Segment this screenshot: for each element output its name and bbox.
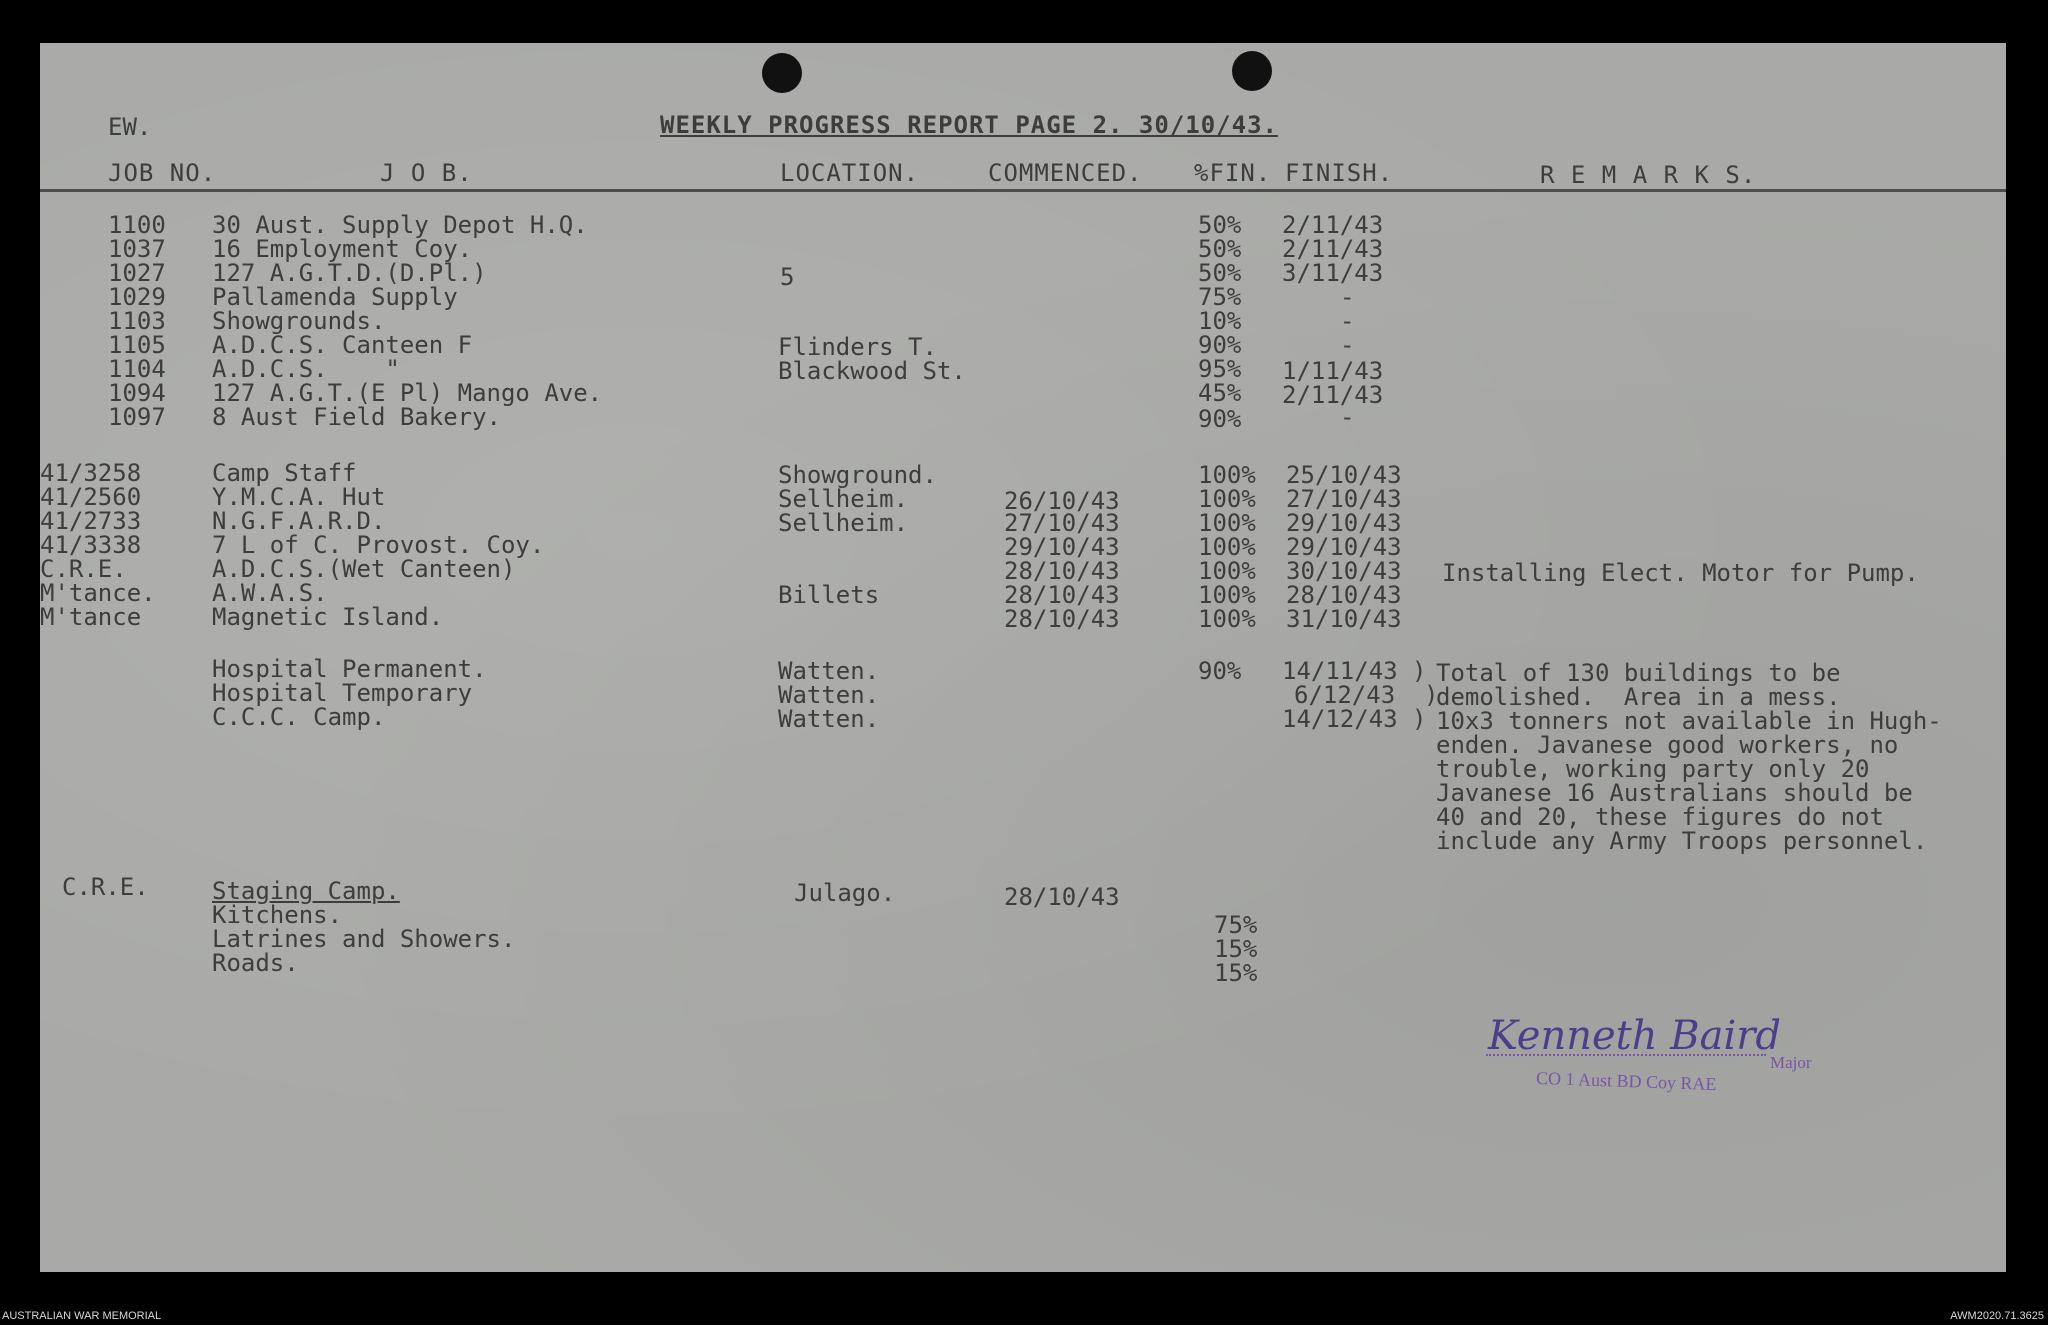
finish-date: 29/10/43 xyxy=(1286,509,1402,537)
job-no: 41/3338 xyxy=(40,531,142,559)
finish-date: 14/11/43 ) xyxy=(1282,657,1427,685)
job-name: A.W.A.S. xyxy=(212,579,328,607)
job-no: M'tance xyxy=(40,603,142,631)
location: Sellheim. xyxy=(778,485,909,513)
job-name: Magnetic Island. xyxy=(212,603,444,631)
header-remarks: R E M A R K S. xyxy=(1540,161,1757,189)
job-no: 1103 xyxy=(108,307,166,335)
job-name: C.C.C. Camp. xyxy=(212,703,386,731)
document-title: WEEKLY PROGRESS REPORT PAGE 2. 30/10/43. xyxy=(660,111,1278,139)
job-name: 7 L of C. Provost. Coy. xyxy=(212,531,545,559)
job-name: Hospital Permanent. xyxy=(212,655,487,683)
header-pct-fin: %FIN. xyxy=(1194,159,1272,187)
finish-date: 28/10/43 xyxy=(1286,581,1402,609)
pct-fin: 75% xyxy=(1198,283,1242,311)
finish-date: 14/12/43 ) xyxy=(1282,705,1427,733)
header-finish: FINISH. xyxy=(1285,159,1394,187)
pct-fin: 100% xyxy=(1198,485,1256,513)
job-no: 1094 xyxy=(108,379,166,407)
footer-right: AWM2020.71.3625 xyxy=(1950,1310,2044,1322)
finish-date: 2/11/43 xyxy=(1282,235,1384,263)
pct-fin: 90% xyxy=(1198,657,1242,685)
commenced-date: 26/10/43 xyxy=(1004,487,1120,515)
job-no: 41/3258 xyxy=(40,459,142,487)
signature: Kenneth Baird xyxy=(1488,1013,1781,1059)
pct-fin: 100% xyxy=(1198,509,1256,537)
finish-date: 25/10/43 xyxy=(1286,461,1402,489)
job-no: 1027 xyxy=(108,259,166,287)
remark: Installing Elect. Motor for Pump. xyxy=(1442,559,1919,587)
location: Watten. xyxy=(778,681,880,709)
job-name: Y.M.C.A. Hut xyxy=(212,483,386,511)
pct-fin: 100% xyxy=(1198,461,1256,489)
location: Showground. xyxy=(778,461,937,489)
commenced-date: 28/10/43 xyxy=(1004,883,1120,911)
job-name: Latrines and Showers. xyxy=(212,925,516,953)
job-name: A.D.C.S. " xyxy=(212,355,400,383)
location: Flinders T. xyxy=(778,333,937,361)
pct-fin: 95% xyxy=(1198,355,1242,383)
finish-date: 29/10/43 xyxy=(1286,533,1402,561)
commenced-date: 28/10/43 xyxy=(1004,605,1120,633)
job-name: Hospital Temporary xyxy=(212,679,473,707)
job-no: C.R.E. xyxy=(40,555,127,583)
commenced-date: 28/10/43 xyxy=(1004,557,1120,585)
job-no: 41/2560 xyxy=(40,483,142,511)
job-name: Roads. xyxy=(212,949,299,977)
job-name: A.D.C.S.(Wet Canteen) xyxy=(212,555,516,583)
signature-line xyxy=(1486,1054,1766,1056)
header-job-no: JOB NO. xyxy=(108,159,217,187)
pct-fin: 90% xyxy=(1198,331,1242,359)
job-name: 8 Aust Field Bakery. xyxy=(212,403,501,431)
finish-date: 2/11/43 xyxy=(1282,211,1384,239)
remark-line: enden. Javanese good workers, no xyxy=(1436,731,1899,759)
remark-line: 40 and 20, these figures do not xyxy=(1436,803,1884,831)
finish-date: 30/10/43 xyxy=(1286,557,1402,585)
job-name: 127 A.G.T.D.(D.Pl.) xyxy=(212,259,487,287)
commenced-date: 28/10/43 xyxy=(1004,581,1120,609)
job-name: Pallamenda Supply xyxy=(212,283,458,311)
remark-line: Javanese 16 Australians should be xyxy=(1436,779,1913,807)
remark-line: trouble, working party only 20 xyxy=(1436,755,1870,783)
pct-fin: 50% xyxy=(1198,259,1242,287)
punch-hole-right xyxy=(1232,51,1272,91)
remark-line: include any Army Troops personnel. xyxy=(1436,827,1928,855)
remark-line: demolished. Area in a mess. xyxy=(1436,683,1841,711)
commenced-date: 27/10/43 xyxy=(1004,509,1120,537)
job-name: Kitchens. xyxy=(212,901,343,929)
pct-fin: 10% xyxy=(1198,307,1242,335)
pct-fin: 100% xyxy=(1198,581,1256,609)
pct-fin: 45% xyxy=(1198,379,1242,407)
job-heading: Staging Camp. xyxy=(212,877,400,905)
location: Blackwood St. xyxy=(778,357,966,385)
finish-date: 31/10/43 xyxy=(1286,605,1402,633)
job-no: 1100 xyxy=(108,211,166,239)
job-no: 1105 xyxy=(108,331,166,359)
finish-date: - xyxy=(1340,283,1355,311)
pct-fin: 50% xyxy=(1198,235,1242,263)
document-page xyxy=(40,43,2006,1272)
job-name: Camp Staff xyxy=(212,459,357,487)
job-name: A.D.C.S. Canteen F xyxy=(212,331,473,359)
pct-fin: 15% xyxy=(1214,935,1258,963)
location: Billets xyxy=(778,581,880,609)
job-no: 1097 xyxy=(108,403,166,431)
header-location: LOCATION. xyxy=(780,159,920,187)
location: Watten. xyxy=(778,705,880,733)
finish-date: 2/11/43 xyxy=(1282,381,1384,409)
finish-date: 6/12/43 ) xyxy=(1294,681,1439,709)
header-rule xyxy=(40,189,2006,192)
pct-fin: 100% xyxy=(1198,557,1256,585)
finish-date: - xyxy=(1340,307,1355,335)
job-name: 30 Aust. Supply Depot H.Q. xyxy=(212,211,588,239)
pct-fin: 50% xyxy=(1198,211,1242,239)
location: Julago. xyxy=(794,879,896,907)
job-name: 16 Employment Coy. xyxy=(212,235,473,263)
job-no: M'tance. xyxy=(40,579,156,607)
location: Sellheim. xyxy=(778,509,909,537)
finish-date: 1/11/43 xyxy=(1282,357,1384,385)
finish-date: - xyxy=(1340,403,1355,431)
pct-fin: 75% xyxy=(1214,911,1258,939)
stamp-rank: Major xyxy=(1770,1053,1812,1072)
job-no: 41/2733 xyxy=(40,507,142,535)
finish-date: - xyxy=(1340,331,1355,359)
location: Watten. xyxy=(778,657,880,685)
job-name: N.G.F.A.R.D. xyxy=(212,507,386,535)
header-commenced: COMMENCED. xyxy=(988,159,1143,187)
header-job: J O B. xyxy=(380,159,473,187)
remark-line: Total of 130 buildings to be xyxy=(1436,659,1841,687)
remark-line: 10x3 tonners not available in Hugh- xyxy=(1436,707,1942,735)
document-ref: EW. xyxy=(108,113,152,141)
finish-date: 3/11/43 xyxy=(1282,259,1384,287)
finish-date: 27/10/43 xyxy=(1286,485,1402,513)
location: 5 xyxy=(780,263,795,291)
pct-fin: 100% xyxy=(1198,533,1256,561)
job-no: 1104 xyxy=(108,355,166,383)
pct-fin: 15% xyxy=(1214,959,1258,987)
job-name: 127 A.G.T.(E Pl) Mango Ave. xyxy=(212,379,603,407)
pct-fin: 90% xyxy=(1198,405,1242,433)
stamp-unit: CO 1 Aust BD Coy RAE xyxy=(1535,1067,1717,1095)
job-name: Showgrounds. xyxy=(212,307,386,335)
pct-fin: 100% xyxy=(1198,605,1256,633)
commenced-date: 29/10/43 xyxy=(1004,533,1120,561)
punch-hole-left xyxy=(762,53,802,93)
job-no: 1029 xyxy=(108,283,166,311)
job-no: 1037 xyxy=(108,235,166,263)
footer-left: AUSTRALIAN WAR MEMORIAL xyxy=(2,1310,162,1322)
job-no: C.R.E. xyxy=(62,873,149,901)
